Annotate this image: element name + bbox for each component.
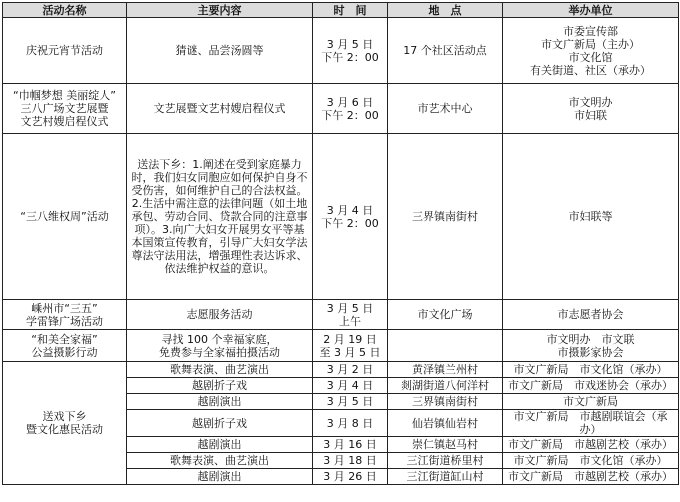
time-cell: 3 月 16 日 bbox=[313, 437, 388, 453]
organizer-cell bbox=[503, 300, 679, 330]
time-line: 2 月 19 日 bbox=[323, 332, 377, 346]
time-line: 至 3 月 5 日 bbox=[319, 345, 381, 359]
organizer-cell: 市文广新局 市戏迷协会（承办） bbox=[503, 378, 679, 394]
activity-name-line: 三八广场文艺展暨 bbox=[20, 102, 109, 115]
activity-name-line: 暨文化惠民活动 bbox=[26, 423, 103, 436]
table-row-family-photo bbox=[3, 330, 679, 362]
organizer-line: 市文化馆 bbox=[568, 50, 613, 64]
table-row-rights-week bbox=[3, 134, 679, 300]
place-cell bbox=[388, 330, 503, 362]
organizer-cell bbox=[503, 18, 679, 84]
main-content bbox=[127, 18, 313, 84]
place-cell bbox=[388, 134, 503, 300]
activity-name-line: “和美全家福” bbox=[31, 332, 98, 346]
time-line: 3 月 4 日 bbox=[326, 203, 374, 217]
place-cell: 三江街道桥里村 bbox=[388, 453, 503, 469]
activity-name-line: “巾帼梦想 美丽绽人” bbox=[13, 89, 116, 102]
time-cell: 3 月 8 日 bbox=[313, 410, 388, 437]
time-cell: 3 月 26 日 bbox=[313, 469, 388, 485]
organizer-cell: 市文广新局 市越剧艺校（承办） bbox=[503, 437, 679, 453]
table-row-lantern-festival bbox=[3, 18, 679, 84]
main-content: 歌舞表演、曲艺演出 bbox=[127, 453, 313, 469]
organizer-cell bbox=[503, 84, 679, 134]
activity-name-line: 嵊州市“三五” bbox=[31, 301, 98, 315]
activity-name bbox=[3, 362, 127, 485]
place-line: 市艺术中心 bbox=[417, 102, 473, 115]
main-content: 歌舞表演、曲艺演出 bbox=[127, 362, 313, 378]
organizer-cell bbox=[503, 134, 679, 300]
content-line: 免费参与全家福拍摄活动 bbox=[159, 345, 280, 359]
place-cell: 仙岩镇仙岩村 bbox=[388, 410, 503, 437]
header-main-content: 主要内容 bbox=[127, 3, 313, 18]
activity-name-line: 送戏下乡 bbox=[42, 410, 87, 423]
activity-name bbox=[3, 300, 127, 330]
time-cell bbox=[313, 18, 388, 84]
time-cell: 3 月 18 日 bbox=[313, 453, 388, 469]
time-line: 下午 2：00 bbox=[321, 216, 379, 230]
time-line: 下午 2：00 bbox=[321, 50, 379, 64]
activity-name-line: “三八维权周”活动 bbox=[20, 210, 109, 223]
time-cell bbox=[313, 330, 388, 362]
header-place: 地 点 bbox=[388, 3, 503, 18]
place-line: 17 个社区活动点 bbox=[403, 44, 487, 57]
content-line: 猜谜、品尝汤圆等 bbox=[175, 44, 264, 57]
place-cell bbox=[388, 300, 503, 330]
main-content bbox=[127, 300, 313, 330]
main-content: 越剧折子戏 bbox=[127, 410, 313, 437]
place-line: 市文化广场 bbox=[417, 308, 473, 321]
place-line: 三界镇南街村 bbox=[412, 210, 478, 223]
time-line: 3 月 5 日 bbox=[326, 301, 374, 315]
main-content: 越剧演出 bbox=[127, 394, 313, 410]
place-cell: 三界镇南街村 bbox=[388, 394, 503, 410]
time-line: 3 月 5 日 bbox=[326, 37, 374, 51]
place-cell: 崇仁镇赵马村 bbox=[388, 437, 503, 453]
organizer-line: 市文明办 bbox=[568, 95, 613, 109]
header-activity-name: 活动名称 bbox=[3, 3, 127, 18]
place-cell bbox=[388, 84, 503, 134]
activity-name-line: 庆祝元宵节活动 bbox=[26, 44, 103, 57]
content-line: 寻找 100 个幸福家庭， bbox=[161, 332, 278, 346]
organizer-cell: 市文广新局 bbox=[503, 394, 679, 410]
time-cell: 3 月 4 日 bbox=[313, 378, 388, 394]
organizer-cell: 市文广新局 市文化馆（承办） bbox=[503, 362, 679, 378]
main-content bbox=[127, 84, 313, 134]
main-content: 送法下乡：1.阐述在受到家庭暴力时，我们妇女同胞应如何保护自身不受伤害，如何维护自己的合法权益。2.生活中需注意的法律问题（如土地承包、劳动合同、贷款合同的注意事项）。3.向广大妇女开展男女平等基本国策宣传教育，引导广大妇女学法尊法守法用法，增强理性表达诉求、依法维护权益的意识。 bbox=[127, 134, 313, 300]
time-cell: 3 月 2 日 bbox=[313, 362, 388, 378]
header-row bbox=[3, 3, 679, 18]
time-cell: 3 月 5 日 bbox=[313, 394, 388, 410]
organizer-line: 市摄影家协会 bbox=[557, 345, 624, 359]
main-content: 越剧演出 bbox=[127, 469, 313, 485]
main-content: 越剧折子戏 bbox=[127, 378, 313, 394]
table-row-opera-1 bbox=[3, 362, 679, 378]
organizer-line: 有关街道、社区（承办） bbox=[530, 63, 651, 77]
time-line: 上午 bbox=[339, 314, 361, 328]
organizer-cell: 市文广新局 市文化馆（承办） bbox=[503, 453, 679, 469]
table-row-womens-day-show bbox=[3, 84, 679, 134]
table-row-lei-feng bbox=[3, 300, 679, 330]
main-content bbox=[127, 330, 313, 362]
time-cell bbox=[313, 134, 388, 300]
content-line: 志愿服务活动 bbox=[186, 308, 253, 321]
time-line: 下午 2：00 bbox=[321, 108, 379, 122]
time-cell bbox=[313, 300, 388, 330]
place-cell: 剡湖街道八何洋村 bbox=[388, 378, 503, 394]
place-cell: 黄泽镇兰州村 bbox=[388, 362, 503, 378]
place-cell bbox=[388, 18, 503, 84]
activity-name bbox=[3, 330, 127, 362]
activity-name bbox=[3, 134, 127, 300]
organizer-cell: 市文广新局 市越剧联谊会（承办） bbox=[503, 410, 679, 437]
activity-name bbox=[3, 84, 127, 134]
organizer-line: 市委宣传部 bbox=[563, 24, 618, 38]
activity-name-line: 公益摄影行动 bbox=[31, 345, 98, 359]
place-cell: 三江街道缸山村 bbox=[388, 469, 503, 485]
activity-name-line: 文艺村嫂启程仪式 bbox=[20, 115, 109, 128]
activity-schedule-table bbox=[2, 2, 679, 485]
organizer-line: 市妇联 bbox=[574, 108, 607, 122]
organizer-line: 市文明办 市文联 bbox=[546, 332, 635, 346]
organizer-line: 市妇联等 bbox=[568, 210, 613, 223]
header-organizer: 举办单位 bbox=[503, 3, 679, 18]
main-content: 越剧演出 bbox=[127, 437, 313, 453]
activity-name bbox=[3, 18, 127, 84]
organizer-cell: 市文广新局 市越剧艺校（承办） bbox=[503, 469, 679, 485]
content-line: 文艺展暨文艺村嫂启程仪式 bbox=[153, 102, 286, 115]
time-cell bbox=[313, 84, 388, 134]
activity-name-line: 学雷锋广场活动 bbox=[26, 314, 103, 328]
organizer-cell bbox=[503, 330, 679, 362]
organizer-line: 市文广新局（主办） bbox=[541, 37, 640, 51]
time-line: 3 月 6 日 bbox=[326, 95, 374, 109]
organizer-line: 市志愿者协会 bbox=[557, 308, 624, 321]
header-time: 时 间 bbox=[313, 3, 388, 18]
